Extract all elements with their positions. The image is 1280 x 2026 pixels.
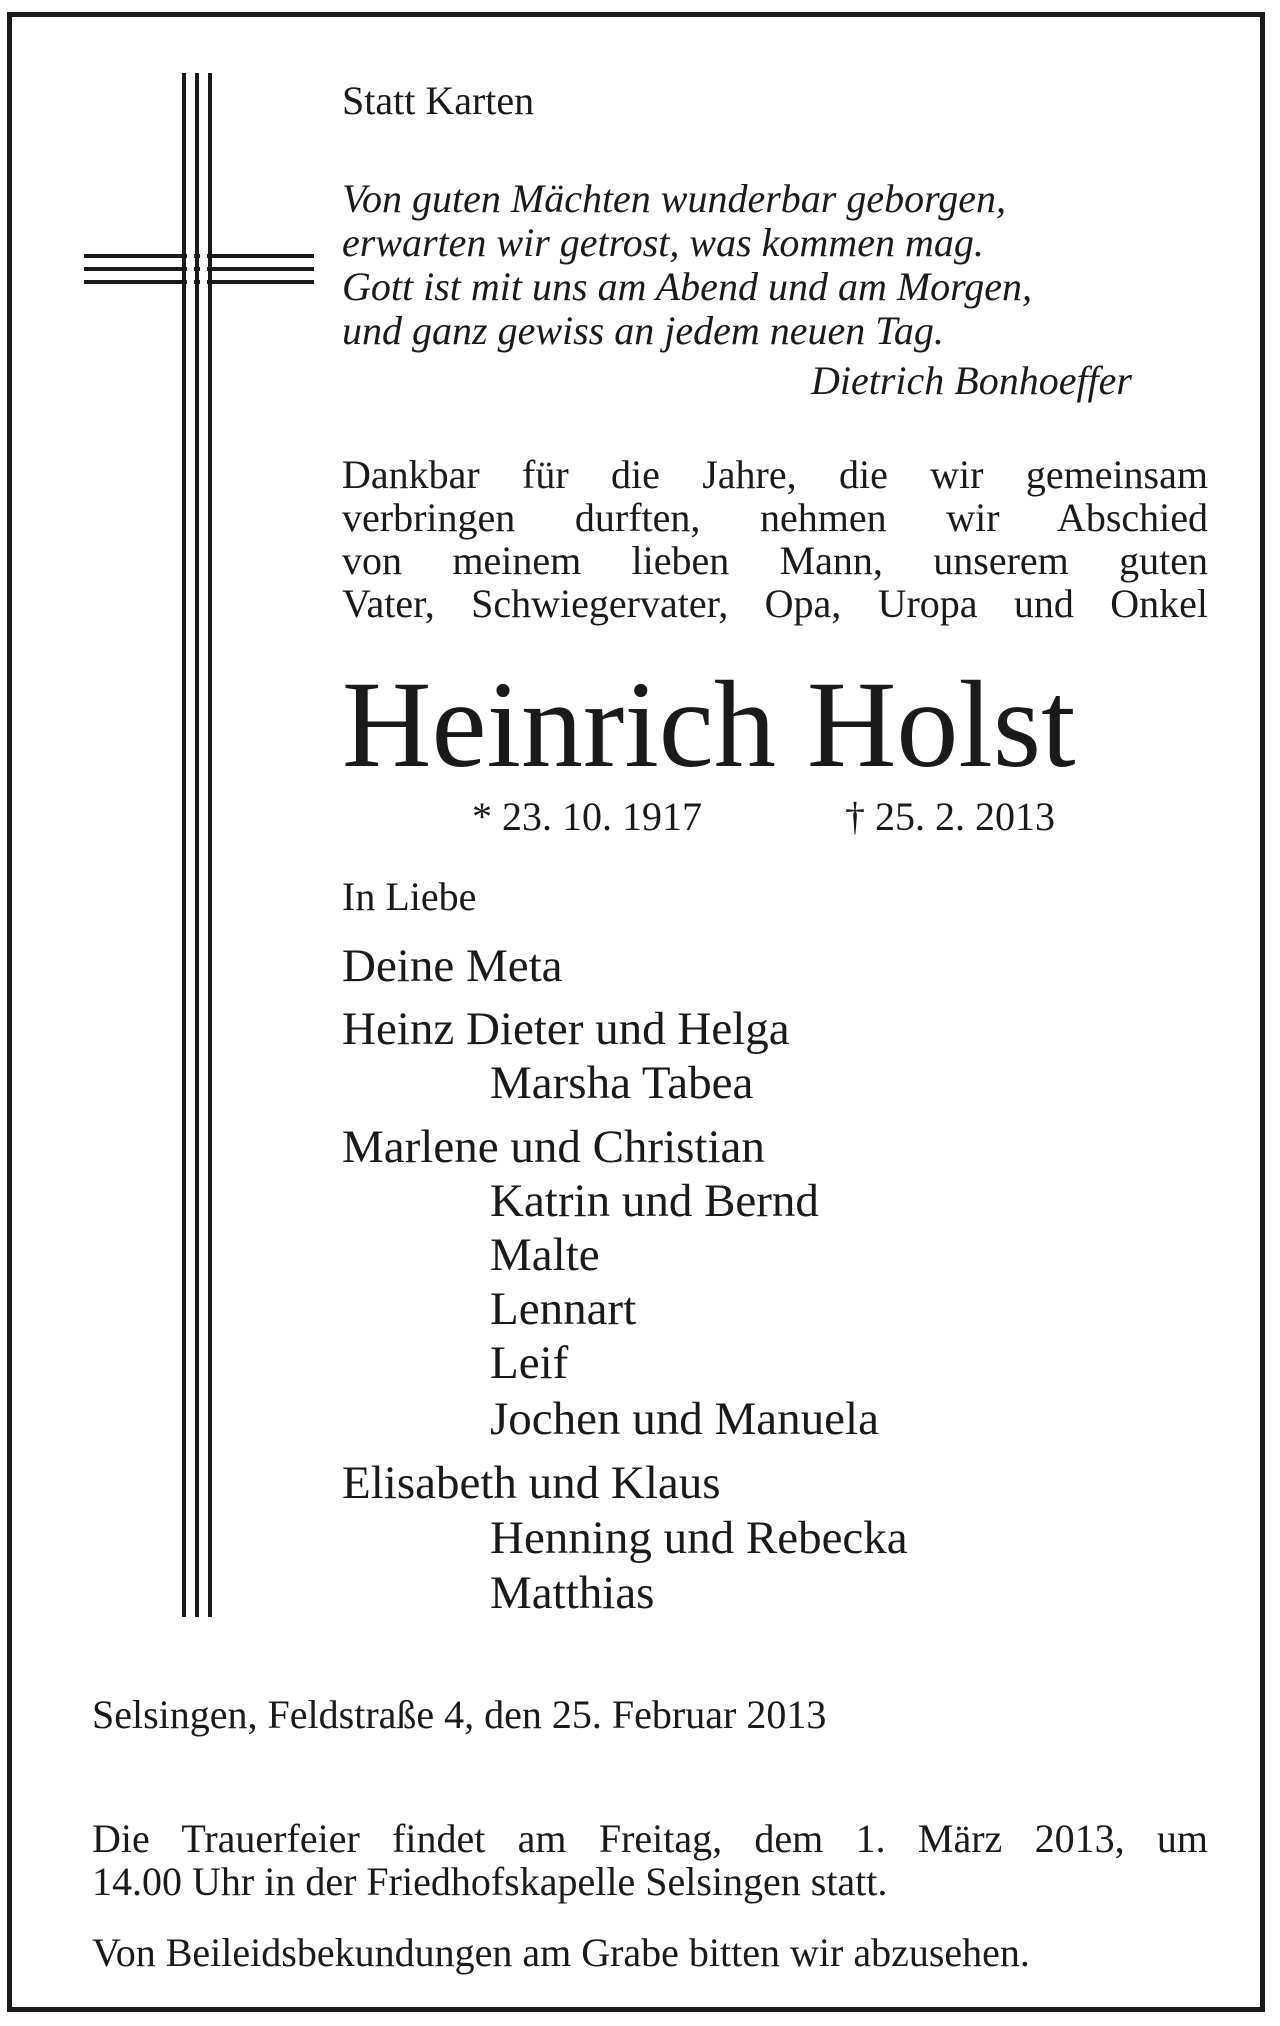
condolence-note: Von Beileidsbekundungen am Grabe bitten wir abzusehen. [92,1930,1030,1975]
intro-text [342,453,1208,625]
death-date: † 25. 2. 2013 [845,794,1055,839]
mourner-entry: Lennart [490,1283,637,1335]
mourner-entry: Malte [490,1229,600,1281]
mourner-entry: Katrin und Bernd [490,1175,819,1227]
service-line: Die Trauerfeier findet am Freitag, dem 1. März 2013, um [92,1816,1208,1861]
poem-line: Von guten Mächten wunderbar geborgen, [342,176,1006,221]
mourners-heading: In Liebe [342,874,477,919]
funeral-service-info [92,1817,1208,1903]
poem-line: Gott ist mit uns am Abend und am Morgen, [342,264,1032,309]
poem-line: und ganz gewiss an jedem neuen Tag. [342,308,944,353]
mourner-entry: Heinz Dieter und Helga [342,1003,790,1055]
intro-line: von meinem lieben Mann, unserem guten [342,538,1208,583]
intro-line: Dankbar für die Jahre, die wir gemeinsam [342,452,1208,497]
place-and-date: Selsingen, Feldstraße 4, den 25. Februar 2013 [92,1692,827,1737]
mourner-entry: Elisabeth und Klaus [342,1457,721,1509]
mourner-entry: Jochen und Manuela [490,1393,879,1445]
mourner-entry: Matthias [490,1567,655,1619]
mourner-entry: Marsha Tabea [490,1057,754,1109]
statt-karten: Statt Karten [342,78,535,123]
poem-author: Dietrich Bonhoeffer [810,358,1132,403]
service-line: 14.00 Uhr in der Friedhofskapelle Selsingen statt. [92,1859,888,1904]
cross-icon [12,17,332,1617]
mourner-entry: Leif [490,1337,569,1389]
mourner-entry: Deine Meta [342,940,563,992]
deceased-name: Heinrich Holst [342,656,1076,793]
intro-line: Vater, Schwiegervater, Opa, Uropa und Onkel [342,581,1208,626]
mourner-entry: Henning und Rebecka [490,1512,908,1564]
obituary-notice [7,12,1265,2012]
poem [342,177,1132,353]
poem-line: erwarten wir getrost, was kommen mag. [342,220,984,265]
birth-date: * 23. 10. 1917 [472,794,702,839]
mourner-entry: Marlene und Christian [342,1121,765,1173]
intro-line: verbringen durften, nehmen wir Abschied [342,495,1208,540]
